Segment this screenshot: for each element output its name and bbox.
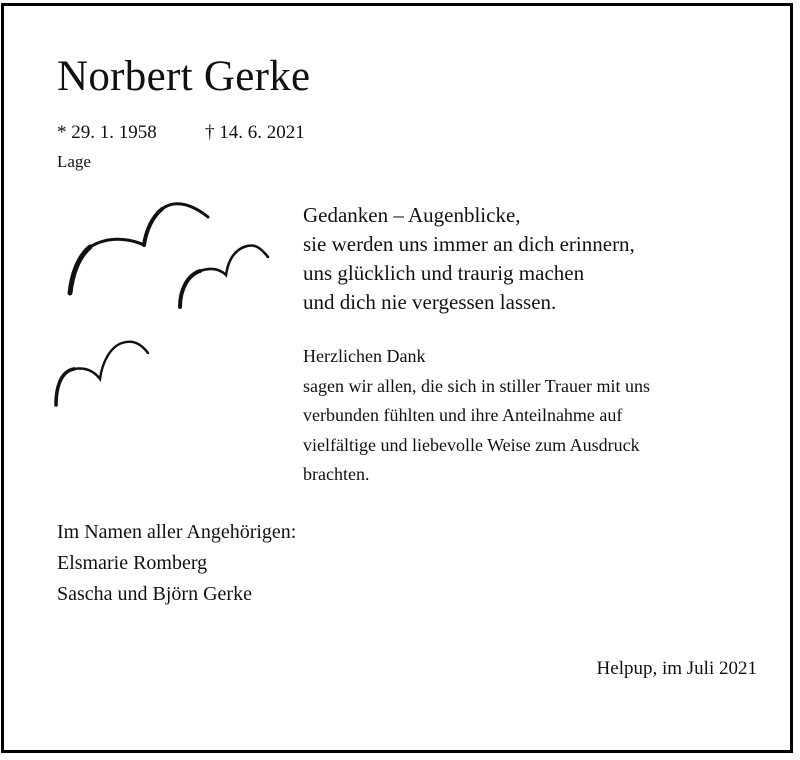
thanks-line: vielfältige und liebevolle Weise zum Ausdruck <box>303 434 640 455</box>
family-signature <box>57 517 296 610</box>
birth-date: * 29. 1. 1958 <box>57 122 157 143</box>
death-date: † 14. 6. 2021 <box>205 122 305 143</box>
thanks-line: verbunden fühlten und ihre Anteilnahme auf <box>303 405 623 425</box>
poem-line: sie werden uns immer an dich erinnern, <box>303 232 635 256</box>
birds-in-flight-icon <box>48 195 288 415</box>
thanks-line: brachten. <box>303 464 370 484</box>
poem-line: uns glücklich und traurig machen <box>303 261 585 285</box>
family-line: Sascha und Björn Gerke <box>57 583 252 605</box>
hometown: Lage <box>57 152 91 171</box>
thank-you-message <box>303 342 650 490</box>
deceased-name: Norbert Gerke <box>57 53 311 100</box>
family-line: Elsmarie Romberg <box>57 552 208 574</box>
poem-line: und dich nie vergessen lassen. <box>303 290 557 314</box>
family-line: Im Namen aller Angehörigen: <box>57 521 297 543</box>
poem <box>303 201 635 317</box>
poem-line: Gedanken – Augenblicke, <box>303 203 521 227</box>
place-and-date: Helpup, im Juli 2021 <box>596 658 757 679</box>
thanks-line: sagen wir allen, die sich in stiller Trauer mit uns <box>303 375 650 396</box>
thanks-line: Herzlichen Dank <box>303 346 426 366</box>
bird-small <box>56 342 148 405</box>
